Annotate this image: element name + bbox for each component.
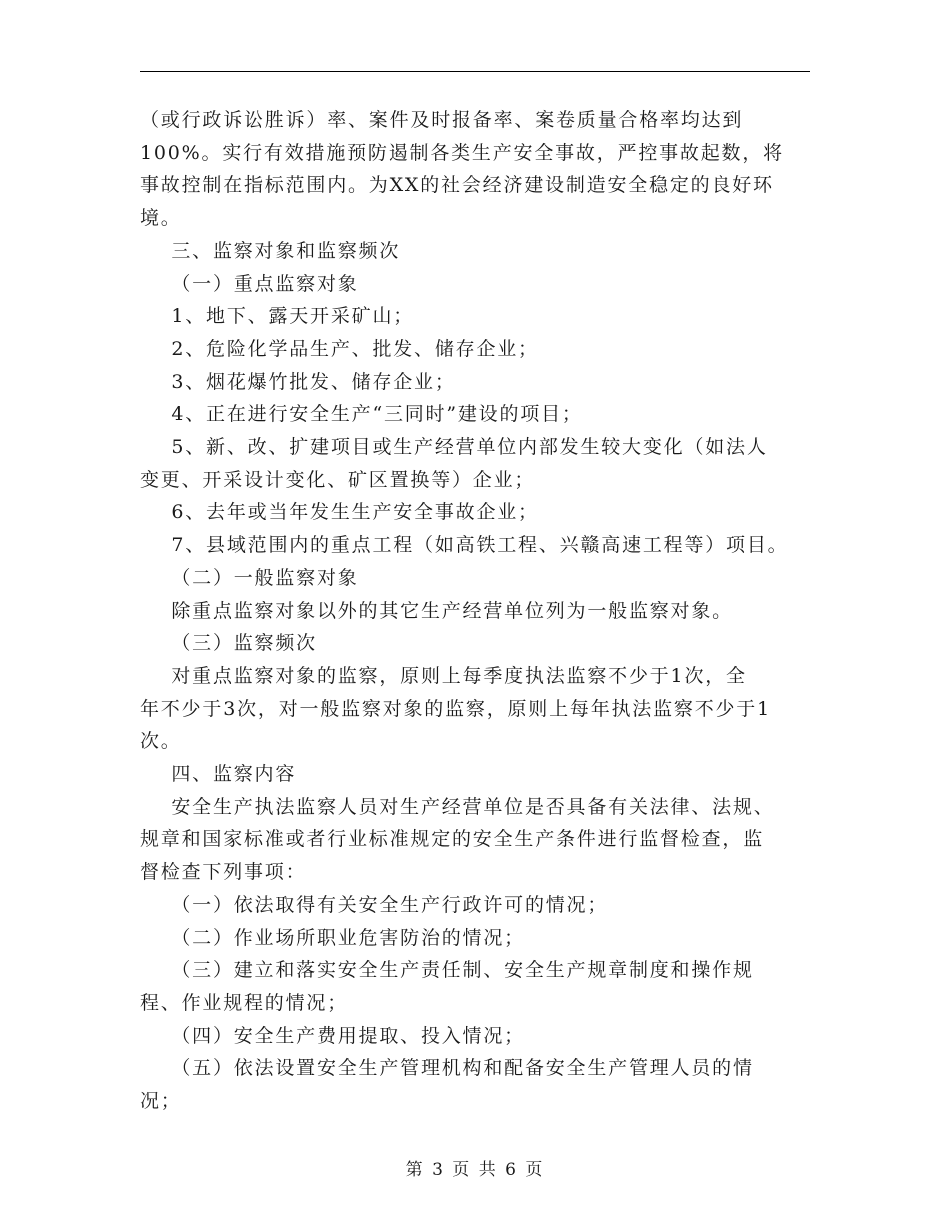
paragraph-line: 年不少于3次，对一般监察对象的监察，原则上每年执法监察不少于1: [140, 697, 771, 720]
subsection-heading: （二）一般监察对象: [140, 566, 359, 589]
paragraph-line: 次。: [140, 730, 182, 753]
list-item: （二）作业场所职业危害防治的情况；: [140, 926, 525, 949]
section-heading: 三、监察对象和监察频次: [140, 239, 401, 262]
paragraph-line: 事故控制在指标范围内。为XX的社会经济建设制造安全稳定的良好环: [140, 174, 774, 197]
list-item: （四）安全生产费用提取、投入情况；: [140, 1024, 525, 1047]
list-item: （一）依法取得有关安全生产行政许可的情况；: [140, 893, 609, 916]
list-item: 5、新、改、扩建项目或生产经营单位内部发生较大变化（如法人: [140, 436, 768, 459]
paragraph-line: 督检查下列事项：: [140, 861, 307, 884]
paragraph-line: （或行政诉讼胜诉）率、案件及时报备率、案卷质量合格率均达到: [140, 109, 744, 131]
list-item: 2、危险化学品生产、批发、储存企业；: [140, 337, 539, 360]
list-item-continuation: 况；: [140, 1090, 182, 1113]
page-number: 第 3 页 共 6 页: [405, 1160, 545, 1180]
subsection-heading: （一）重点监察对象: [140, 272, 359, 295]
list-item: （五）依法设置安全生产管理机构和配备安全生产管理人员的情: [140, 1057, 754, 1080]
list-item-continuation: 程、作业规程的情况；: [140, 991, 349, 1014]
paragraph-line: 规章和国家标准或者行业标准规定的安全生产条件进行监督检查，监: [140, 828, 765, 851]
list-item: 3、烟花爆竹批发、储存企业；: [140, 370, 456, 393]
list-item: 1、地下、露天开采矿山；: [140, 305, 415, 328]
list-item-continuation: 变更、开采设计变化、矿区置换等）企业；: [140, 468, 536, 491]
list-item: （三）建立和落实安全生产责任制、安全生产规章制度和操作规: [140, 959, 754, 982]
subsection-heading: （三）监察频次: [140, 632, 317, 655]
paragraph-line: 对重点监察对象的监察，原则上每季度执法监察不少于1次，全: [140, 664, 747, 687]
list-item: 4、正在进行安全生产“三同时”建设的项目；: [140, 403, 583, 426]
header-rule: [140, 71, 810, 72]
paragraph-line: 境。: [140, 207, 182, 230]
list-item: 7、县域范围内的重点工程（如高铁工程、兴赣高速工程等）项目。: [140, 534, 789, 557]
paragraph-line: 100%。实行有效措施预防遏制各类生产安全事故，严控事故起数，将: [140, 141, 784, 164]
paragraph-line: 安全生产执法监察人员对生产经营单位是否具备有关法律、法规、: [140, 795, 775, 818]
paragraph-line: 除重点监察对象以外的其它生产经营单位列为一般监察对象。: [140, 599, 733, 622]
section-heading: 四、监察内容: [140, 763, 297, 786]
list-item: 6、去年或当年发生生产安全事故企业；: [140, 501, 539, 524]
document-body: [140, 104, 820, 1118]
